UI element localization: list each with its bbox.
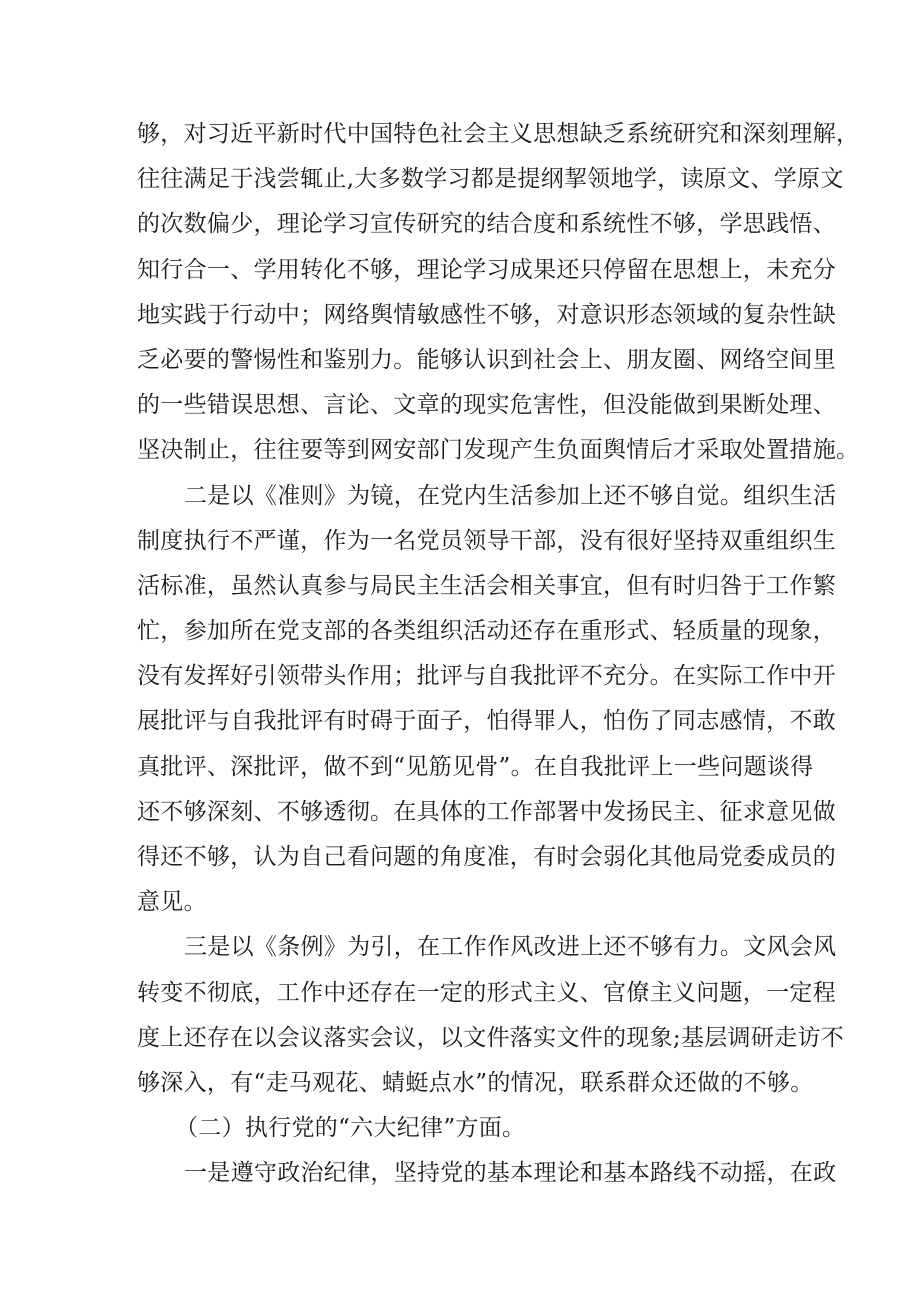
- text-line: 得还不够，认为自己看问题的角度准，有时会弱化其他局党委成员的: [137, 844, 836, 870]
- text-line: 制度执行不严谨，作为一名党员领导干部，没有很好坚持双重组织生: [137, 527, 836, 554]
- text-line: 的次数偏少，理论学习宣传研究的结合度和系统性不够，学思践悟、: [137, 211, 836, 238]
- text-line: 度上还存在以会议落实会议，以文件落实文件的现象;基层调研走访不: [137, 1024, 845, 1051]
- text-line: 意见。: [137, 889, 207, 916]
- text-line: 知行合一、学用转化不够，理论学习成果还只停留在思想上，未充分: [137, 256, 836, 283]
- text-line: 够深入，有“走马观花、蜻蜓点水”的情况，联系群众还做的不够。: [137, 1069, 814, 1096]
- text-line: 乏必要的警惕性和鉴别力。能够认识到社会上、朋友圈、网络空间里: [137, 346, 836, 373]
- text-line: 坚决制止，往往要等到网安部门发现产生负面舆情后才采取处置措施。: [137, 437, 860, 464]
- text-line: 没有发挥好引领带头作用；批评与自我批评不充分。在实际工作中开: [137, 663, 836, 690]
- text-line: 往往满足于浅尝辄止,大多数学习都是提纲挈领地学，读原文、学原文: [137, 166, 844, 193]
- text-line: 忙，参加所在党支部的各类组织活动还存在重形式、轻质量的现象，: [137, 618, 836, 645]
- text-line: 的一些错误思想、言论、文章的现实危害性，但没能做到果断处理、: [137, 392, 836, 419]
- paragraph-start-line: 一是遵守政治纪律，坚持党的基本理论和基本路线不动摇，在政: [184, 1160, 837, 1187]
- text-line: 还不够深刻、不够透彻。在具体的工作部署中发扬民主、征求意见做: [137, 798, 836, 825]
- body-text: [137, 112, 860, 1197]
- text-line: 够，对习近平新时代中国特色社会主义思想缺乏系统研究和深刻理解，: [137, 121, 860, 147]
- text-line: 展批评与自我批评有时碍于面子，怕得罪人，怕伤了同志感情，不敢: [137, 708, 836, 735]
- text-line: 真批评、深批评，做不到“见筋见骨”。在自我批评上一些问题谈得: [137, 753, 814, 780]
- section-heading: （二）执行党的“六大纪律”方面。: [175, 1115, 526, 1142]
- text-line: 地实践于行动中；网络舆情敏感性不够，对意识形态领域的复杂性缺: [137, 301, 836, 328]
- paragraph-start-line: 三是以《条例》为引，在工作作风改进上还不够有力。文风会风: [184, 934, 837, 961]
- text-line: 活标准，虽然认真参与局民主生活会相关事宜，但有时归咎于工作繁: [137, 572, 836, 599]
- text-line: 转变不彻底，工作中还存在一定的形式主义、官僚主义问题，一定程: [137, 979, 836, 1006]
- paragraph-start-line: 二是以《准则》为镜，在党内生活参加上还不够自觉。组织生活: [184, 482, 837, 509]
